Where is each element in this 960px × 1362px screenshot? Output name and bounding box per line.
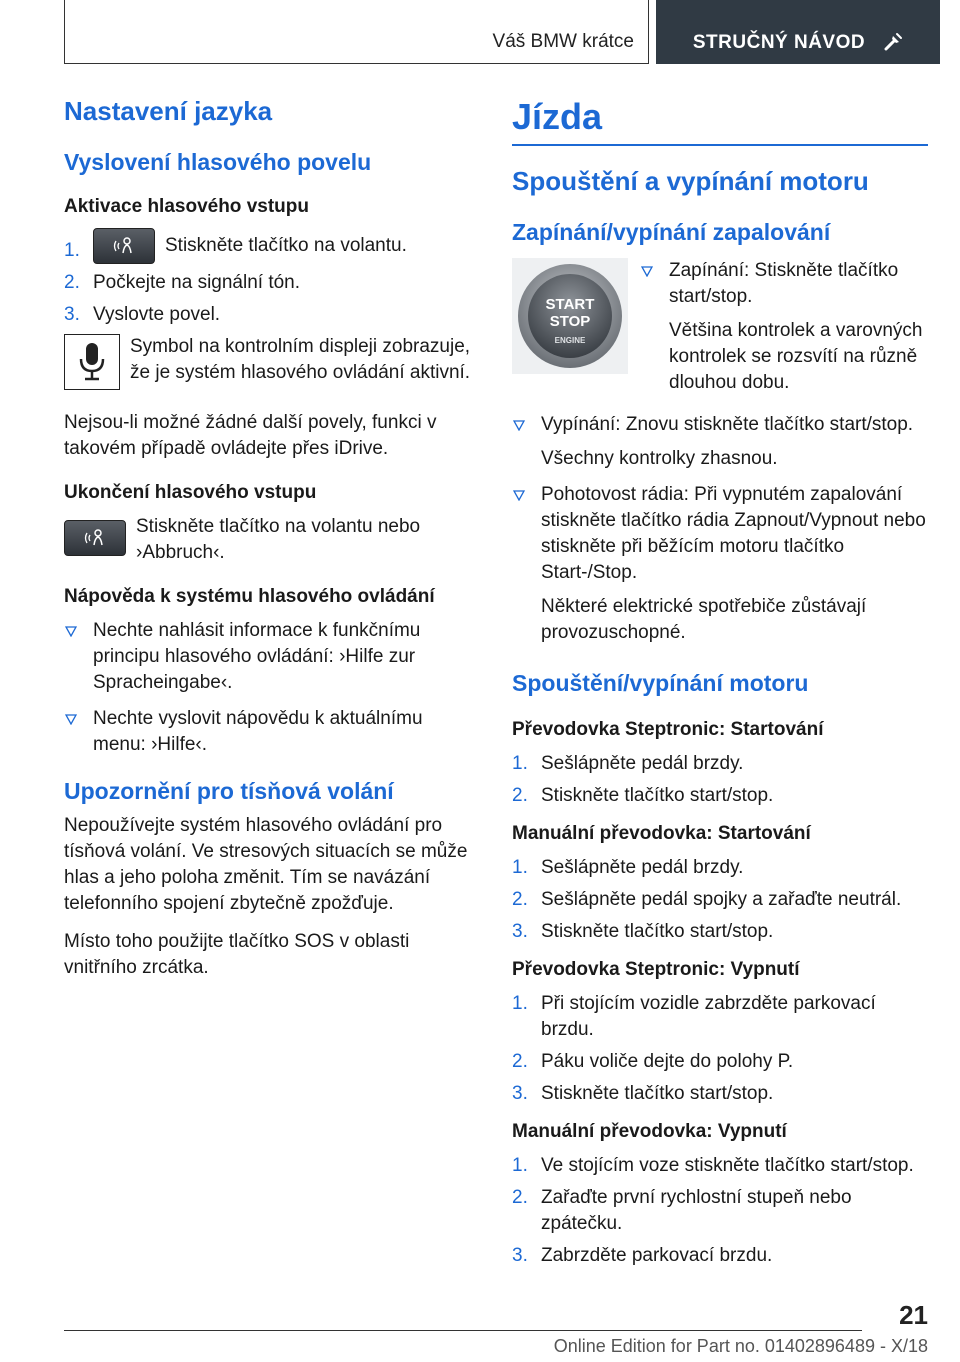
ignition-on-list (640, 258, 928, 406)
triangle-bullet-icon (513, 419, 525, 431)
microphone-icon (75, 341, 109, 383)
start-stop-engine-icon (516, 262, 624, 370)
microphone-symbol-image (64, 334, 120, 390)
section-title-language: Nastavení jazyka (64, 96, 273, 126)
step-number: 2. (512, 1051, 528, 1072)
stop-label: STOP (549, 313, 591, 330)
section-heading: Převodovka Steptronic: Startování (512, 719, 824, 740)
step-number: 1. (512, 753, 528, 774)
wrench-icon (883, 32, 903, 52)
section-heading: Převodovka Steptronic: Vypnutí (512, 959, 800, 980)
section-heading: Manuální převodovka: Vypnutí (512, 1121, 787, 1142)
ignition-list (512, 412, 928, 646)
triangle-bullet-icon (513, 489, 525, 501)
header-chapter-label: STRUČNÝ NÁVOD (692, 32, 866, 53)
step-text: Sešlápněte pedál brzdy. (541, 857, 744, 878)
list-item (512, 1049, 928, 1075)
ignition-heading: Zapínání/vypínání zapalování (512, 219, 831, 245)
ignition-on-text: Zapínání: Stiskněte tlačítko start/stop. (669, 260, 899, 307)
triangle-bullet-icon (641, 265, 653, 277)
step-text: Stiskněte tlačítko na volantu. (165, 235, 407, 256)
header-tab-section (64, 0, 649, 64)
step-text: Stiskněte tlačítko start/stop. (541, 785, 774, 806)
voice-command-heading: Vyslovení hlasového povelu (64, 149, 372, 175)
list-item (512, 855, 928, 881)
step-number: 1. (512, 857, 528, 878)
engine-section (512, 719, 928, 809)
list-item (512, 1081, 928, 1107)
step-number: 3. (512, 1083, 528, 1104)
header-section-label: Váš BMW krátce (492, 31, 634, 52)
step-number: 2. (512, 1187, 528, 1208)
emergency-heading: Upozornění pro tísňová volání (64, 778, 394, 804)
step-number: 1. (512, 1155, 528, 1176)
left-column (64, 96, 472, 981)
step-text: Páku voliče dejte do polohy P. (541, 1051, 794, 1072)
list-item (512, 1185, 928, 1237)
step-text: Počkejte na signální tón. (93, 272, 301, 293)
steering-voice-button-image (64, 520, 126, 556)
page-number: 21 (899, 1300, 928, 1330)
list-item (512, 1153, 928, 1179)
step-text: Ve stojícím voze stiskněte tlačítko start/stop. (541, 1155, 914, 1176)
step-number: 3. (64, 304, 80, 325)
sos-text: Místo toho použijte tlačítko SOS v oblasti vnitřního zrcátka. (64, 931, 410, 978)
voice-command-icon (109, 235, 139, 257)
list-item (512, 751, 928, 777)
list-item (512, 1243, 928, 1269)
step-text: Sešlápněte pedál brzdy. (541, 753, 744, 774)
step-text: Stiskněte tlačítko start/stop. (541, 921, 774, 942)
mic-note-text: Symbol na kontrolním displeji zobrazuje, že je systém hlasového ovládání aktivní. (130, 336, 471, 383)
chapter-title-driving: Jízda (512, 96, 928, 146)
engine-heading: Spouštění/vypínání motoru (512, 670, 809, 696)
list-item (512, 887, 928, 913)
list-item (512, 412, 928, 472)
list-item (512, 482, 928, 646)
section-steps (512, 855, 928, 945)
start-stop-heading: Spouštění a vypínání motoru (512, 166, 869, 196)
start-stop-button-image (512, 258, 628, 374)
end-voice-note (64, 514, 472, 566)
step-number: 3. (512, 921, 528, 942)
ignition-block (512, 258, 928, 406)
end-voice-heading: Ukončení hlasového vstupu (64, 482, 317, 503)
radio-ready-note: Některé elektrické spotřebiče zůstávají provozuschopné. (541, 596, 867, 643)
section-steps (512, 1153, 928, 1269)
list-item (64, 228, 472, 264)
step-text: Sešlápněte pedál spojky a zařaďte neutrál. (541, 889, 902, 910)
step-number: 2. (512, 785, 528, 806)
triangle-bullet-icon (65, 625, 77, 637)
list-item (512, 991, 928, 1043)
triangle-bullet-icon (65, 713, 77, 725)
no-commands-text: Nejsou-li možné žádné další povely, funkci v takovém případě ovládejte přes iDrive. (64, 412, 437, 459)
end-voice-text: Stiskněte tlačítko na volantu nebo ›Abbruch‹. (136, 516, 421, 563)
help-item-text: Nechte vyslovit nápovědu k aktuálnímu menu: ›Hilfe‹. (93, 708, 423, 755)
list-item (64, 270, 472, 296)
voice-command-icon (80, 527, 110, 549)
section-steps (512, 751, 928, 809)
footer-edition: Online Edition for Part no. 01402896489 - X/18 (553, 1336, 928, 1356)
step-text: Zabrzděte parkovací brzdu. (541, 1245, 773, 1266)
activation-steps (64, 228, 472, 328)
list-item (512, 783, 928, 809)
help-item-text: Nechte nahlásit informace k funkčnímu principu hlasového ovládání: ›Hilfe zur Spracheingabe‹. (93, 620, 421, 693)
step-number: 2. (64, 272, 80, 293)
engine-section (512, 823, 928, 945)
emergency-text: Nepoužívejte systém hlasového ovládání pro tísňová volání. Ve stresových situacích se může hlas a jeho poloha změnit. Tím se navázání telefonního spojení zbytečně zpožďuje. (64, 815, 468, 914)
help-list (64, 618, 472, 758)
list-item (64, 302, 472, 328)
footer-divider (64, 1330, 862, 1331)
start-label: START (545, 296, 595, 313)
step-text: Při stojícím vozidle zabrzděte parkovací brzdu. (541, 993, 876, 1040)
list-item (64, 706, 472, 758)
step-number: 1. (64, 240, 80, 261)
radio-ready-text: Pohotovost rádia: Při vypnutém zapalování stiskněte tlačítko rádia Zapnout/Vypnout nebo stiskněte při běžícím motoru tlačítko Start-/Stop. (541, 484, 926, 583)
list-item (64, 618, 472, 696)
ignition-on-note: Většina kontrolek a varovných kontrolek se rozsvítí na různě dlouhou dobu. (669, 320, 923, 393)
list-item (512, 919, 928, 945)
engine-label: ENGINE (554, 336, 586, 345)
engine-section (512, 1121, 928, 1269)
section-heading: Manuální převodovka: Startování (512, 823, 811, 844)
help-heading: Nápověda k systému hlasového ovládání (64, 586, 435, 607)
step-text: Vyslovte povel. (93, 304, 221, 325)
engine-section (512, 959, 928, 1107)
ignition-off-note: Všechny kontrolky zhasnou. (541, 448, 778, 469)
activation-heading: Aktivace hlasového vstupu (64, 196, 309, 217)
header-tab-chapter (656, 0, 940, 64)
mic-note (64, 334, 472, 390)
step-number: 3. (512, 1245, 528, 1266)
step-number: 1. (512, 993, 528, 1014)
list-item (640, 258, 928, 396)
steering-voice-button-image (93, 228, 155, 264)
ignition-off-text: Vypínání: Znovu stiskněte tlačítko start/stop. (541, 414, 914, 435)
right-column (512, 96, 928, 1275)
step-number: 2. (512, 889, 528, 910)
step-text: Zařaďte první rychlostní stupeň nebo zpátečku. (541, 1187, 852, 1234)
step-text: Stiskněte tlačítko start/stop. (541, 1083, 774, 1104)
section-steps (512, 991, 928, 1107)
